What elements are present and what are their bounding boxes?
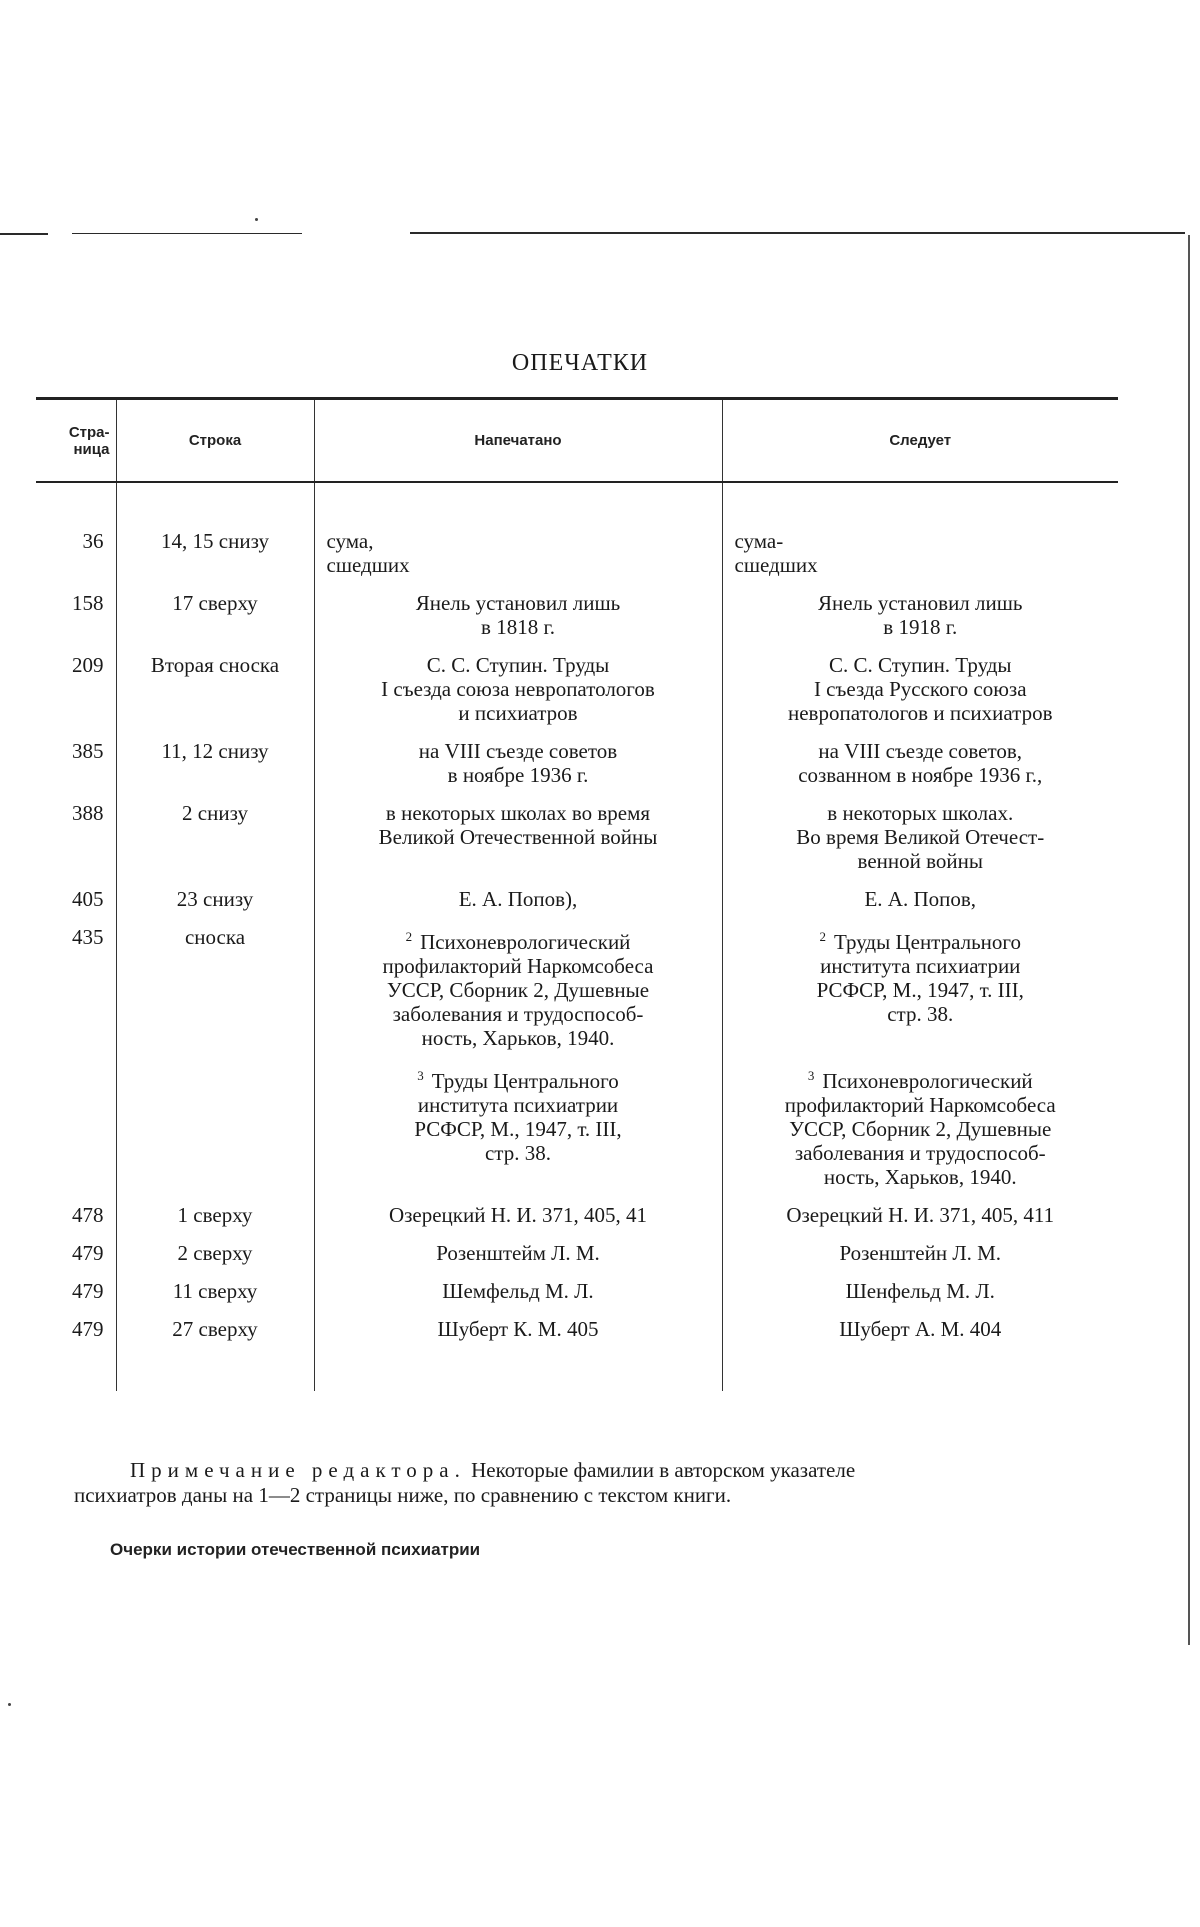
table-row	[36, 921, 1118, 1060]
book-footer: Очерки истории отечественной психиатрии	[110, 1540, 481, 1559]
cell-should-be-text: Психоневрологический	[822, 1069, 1033, 1093]
cell-should-be-line: заболевания и трудоспособ-	[794, 1141, 1046, 1165]
top-rule-mid	[72, 233, 302, 234]
cell-printed-line: в 1818 г.	[481, 615, 555, 639]
cell-should-be-line: РСФСР, М., 1947, т. III,	[816, 978, 1024, 1002]
cell-printed-line: Е. А. Попов),	[458, 887, 578, 911]
cell-printed-line: стр. 38.	[484, 1141, 551, 1165]
cell-line	[116, 1060, 314, 1199]
cell-line: 2 снизу	[116, 797, 314, 883]
footnote-marker: 2	[405, 929, 413, 944]
cell-printed-line: Шемфельд М. Л.	[442, 1279, 594, 1303]
cell-printed	[314, 1199, 722, 1237]
cell-should-be	[722, 797, 1118, 883]
cell-should-be-line: ность, Харьков, 1940.	[823, 1165, 1017, 1189]
header-line: Строка	[116, 399, 314, 483]
page-title: ОПЕЧАТКИ	[511, 350, 649, 376]
cell-should-be-line: в некоторых школах.	[827, 801, 1014, 825]
header-page-line2: ница	[73, 440, 110, 458]
cell-printed-line: ность, Харьков, 1940.	[421, 1026, 615, 1050]
footnote-marker: 3	[807, 1068, 815, 1083]
cell-printed-line: сума,	[326, 529, 374, 553]
cell-should-be	[722, 525, 1118, 587]
cell-printed-line: института психиатрии	[417, 1093, 619, 1117]
cell-should-be-line: Озерецкий Н. И. 371, 405, 411	[786, 1203, 1055, 1227]
editor-note-lead: Примечание редактора.	[130, 1458, 466, 1482]
table-tail-row	[36, 1351, 1118, 1391]
table-header-row	[36, 399, 1118, 483]
cell-should-be	[722, 883, 1118, 921]
scan-speck	[255, 218, 258, 221]
cell-printed	[314, 921, 722, 1060]
cell-printed	[314, 587, 722, 649]
cell-should-be-line: института психиатрии	[820, 954, 1021, 978]
header-page-line1: Стра-	[68, 423, 110, 441]
cell-should-be	[722, 1237, 1118, 1275]
cell-printed-line: сшедших	[326, 553, 410, 577]
cell-printed	[314, 735, 722, 797]
scan-speck	[8, 1703, 11, 1706]
cell-should-be-line: Во время Великой Отечест-	[796, 825, 1045, 849]
cell-page: 435	[72, 925, 104, 949]
cell-printed-line: I съезда союза невропатологов	[381, 677, 655, 701]
table-row	[36, 525, 1118, 587]
cell-should-be	[722, 921, 1118, 1060]
cell-should-be-line: в 1918 г.	[883, 615, 958, 639]
cell-printed	[314, 1275, 722, 1313]
cell-page: 158	[72, 591, 104, 615]
cell-page: 478	[72, 1203, 104, 1227]
table-row	[36, 797, 1118, 883]
cell-should-be-line: созванном в ноябре 1936 г.,	[798, 763, 1043, 787]
cell-should-be-line: профилакторий Наркомсобеса	[784, 1093, 1056, 1117]
cell-should-be-line: I съезда Русского союза	[813, 677, 1027, 701]
editor-note-text-1: Некоторые фамилии в авторском указателе	[465, 1458, 856, 1482]
table-row	[36, 587, 1118, 649]
table-row	[36, 649, 1118, 735]
cell-should-be-line: УССР, Сборник 2, Душевные	[789, 1117, 1052, 1141]
cell-printed	[314, 883, 722, 921]
cell-printed	[314, 797, 722, 883]
cell-printed-line	[315, 1064, 722, 1093]
cell-page: 405	[72, 887, 104, 911]
cell-page	[36, 1060, 116, 1199]
errata-table	[36, 397, 1118, 1391]
top-rule-right	[410, 232, 1185, 234]
cell-printed	[314, 649, 722, 735]
cell-printed-line: в ноябре 1936 г.	[447, 763, 589, 787]
table-row	[36, 1275, 1118, 1313]
table-row	[36, 1313, 1118, 1351]
cell-should-be-line: на VIII съезде советов,	[818, 739, 1023, 763]
header-printed: Напечатано	[314, 399, 722, 483]
table-row	[36, 735, 1118, 797]
cell-printed	[314, 525, 722, 587]
page-edge-line	[1188, 235, 1190, 1645]
cell-printed-line: РСФСР, М., 1947, т. III,	[414, 1117, 622, 1141]
cell-should-be-line: Розенштейн Л. М.	[839, 1241, 1002, 1265]
cell-should-be-line: невропатологов и психиатров	[788, 701, 1053, 725]
cell-should-be-line: сума-	[734, 529, 784, 553]
cell-page: 209	[72, 653, 104, 677]
table-row	[36, 1199, 1118, 1237]
cell-should-be	[722, 1060, 1118, 1199]
cell-printed-text: Психоневрологический	[420, 930, 631, 954]
cell-line: 1 сверху	[116, 1199, 314, 1237]
cell-printed-line	[315, 925, 722, 954]
cell-should-be-line: Е. А. Попов,	[864, 887, 977, 911]
table-spacer-row	[36, 482, 1118, 525]
cell-printed-line: Янель установил лишь	[415, 591, 621, 615]
cell-printed	[314, 1237, 722, 1275]
cell-should-be-line: Янель установил лишь	[817, 591, 1023, 615]
cell-should-be-line: венной войны	[857, 849, 983, 873]
cell-printed-line: в некоторых школах во время	[385, 801, 651, 825]
cell-line: 27 сверху	[116, 1313, 314, 1351]
cell-should-be-text: Труды Центрального	[833, 930, 1022, 954]
cell-page: 479	[72, 1241, 104, 1265]
table-row	[36, 1237, 1118, 1275]
cell-printed-line: Великой Отечественной войны	[378, 825, 658, 849]
cell-line: 11, 12 снизу	[116, 735, 314, 797]
cell-should-be	[722, 649, 1118, 735]
cell-should-be-line	[723, 925, 1119, 954]
cell-printed-text: Труды Центрального	[431, 1069, 619, 1093]
cell-printed-line: С. С. Ступин. Труды	[426, 653, 610, 677]
cell-should-be-line: Шуберт А. М. 404	[839, 1317, 1002, 1341]
cell-line: 2 сверху	[116, 1237, 314, 1275]
footnote-marker: 3	[417, 1068, 424, 1083]
cell-should-be	[722, 735, 1118, 797]
cell-printed	[314, 1313, 722, 1351]
table-row	[36, 1060, 1118, 1199]
header-page	[36, 399, 116, 483]
cell-page: 385	[72, 739, 104, 763]
cell-printed	[314, 1060, 722, 1199]
cell-line: 23 снизу	[116, 883, 314, 921]
cell-line: Вторая сноска	[116, 649, 314, 735]
cell-printed-line: Озерецкий Н. И. 371, 405, 41	[388, 1203, 648, 1227]
editor-note-text-2: психиатров даны на 1—2 страницы ниже, по сравнению с текстом книги.	[74, 1483, 732, 1507]
cell-line: 14, 15 снизу	[116, 525, 314, 587]
cell-printed-line: Розенштейм Л. М.	[436, 1241, 600, 1265]
cell-printed-line: заболевания и трудоспособ-	[392, 1002, 644, 1026]
cell-page: 388	[72, 801, 104, 825]
cell-page: 479	[72, 1279, 104, 1303]
cell-should-be-line: стр. 38.	[887, 1002, 954, 1026]
cell-should-be	[722, 1199, 1118, 1237]
header-should-be: Следует	[722, 399, 1118, 483]
cell-line: 11 сверху	[116, 1275, 314, 1313]
table-row	[36, 883, 1118, 921]
cell-printed-line: УССР, Сборник 2, Душевные	[386, 978, 650, 1002]
cell-printed-line: профилакторий Наркомсобеса	[382, 954, 654, 978]
cell-should-be-line: сшедших	[734, 553, 818, 577]
footnote-marker: 2	[819, 929, 826, 944]
errata-table-container	[36, 397, 1118, 1391]
cell-should-be-line	[723, 1064, 1119, 1093]
cell-printed-line: на VIII съезде советов	[418, 739, 618, 763]
cell-page: 36	[82, 529, 104, 553]
cell-should-be	[722, 587, 1118, 649]
errata-body	[36, 482, 1118, 1391]
cell-should-be-line: Шенфельд М. Л.	[845, 1279, 995, 1303]
editor-note	[74, 1458, 1120, 1508]
cell-line: сноска	[116, 921, 314, 1060]
cell-line: 17 сверху	[116, 587, 314, 649]
cell-page: 479	[72, 1317, 104, 1341]
cell-should-be-line: С. С. Ступин. Труды	[828, 653, 1012, 677]
cell-should-be	[722, 1275, 1118, 1313]
cell-printed-line: и психиатров	[458, 701, 578, 725]
cell-should-be	[722, 1313, 1118, 1351]
top-rule-left	[0, 233, 48, 235]
cell-printed-line: Шуберт К. М. 405	[437, 1317, 599, 1341]
